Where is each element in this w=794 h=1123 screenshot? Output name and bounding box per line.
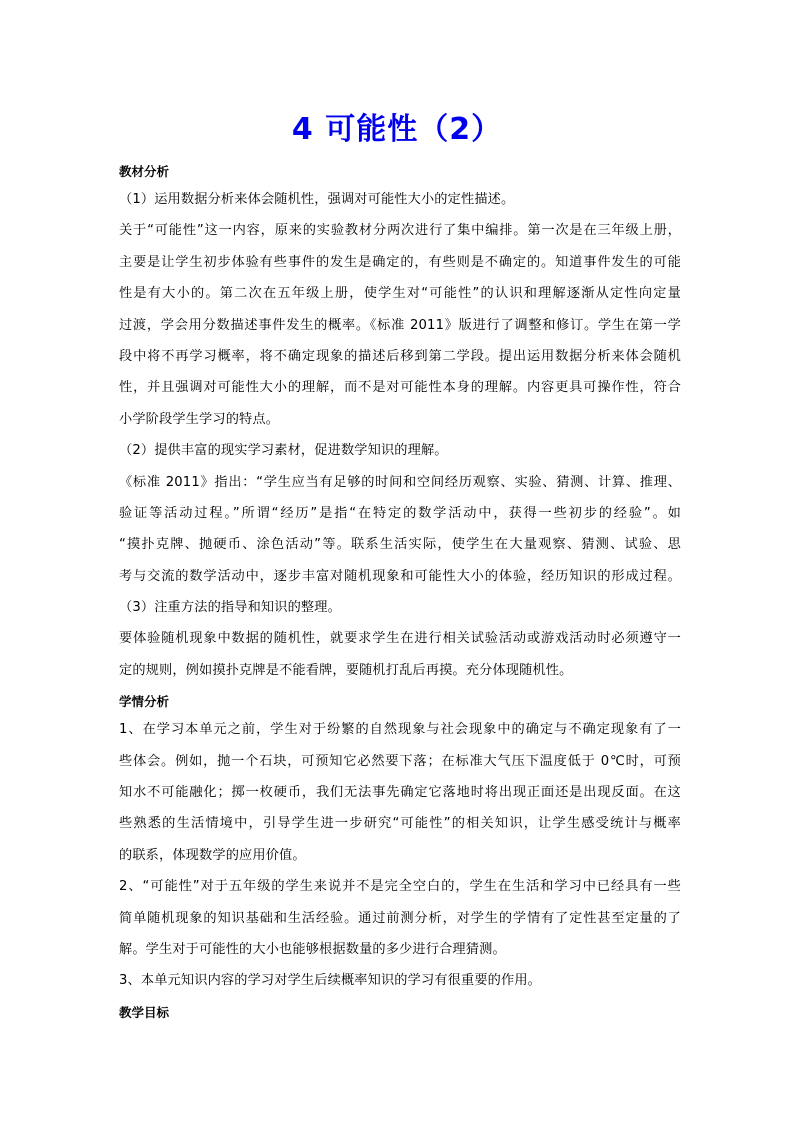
- paragraph-line: 定的规则，例如摸扑克牌是不能看牌，要随机打乱后再摸。充分体现随机性。: [119, 662, 573, 678]
- document-body: [119, 162, 681, 1031]
- paragraph-line: 考与交流的数学活动中，逐步丰富对随机现象和可能性大小的体验，经历知识的形成过程。: [119, 568, 681, 584]
- section-heading-students: 学情分析: [119, 694, 170, 710]
- paragraph-line: （2）提供丰富的现实学习素材，促进数学知识的理解。: [119, 443, 448, 459]
- paragraph-line: 关于“可能性”这一内容，原来的实验教材分两次进行了集中编排。第一次是在三年级上册，: [119, 223, 681, 239]
- paragraph-line: 些体会。例如，抛一个石块，可预知它必然要下落；在标准大气压下温度低于 0℃时，可预: [119, 753, 681, 769]
- paragraph-line: 3、本单元知识内容的学习对学生后续概率知识的学习有很重要的作用。: [119, 973, 541, 989]
- paragraph-line: 解。学生对于可能性的大小也能够根据数量的多少进行合理猜测。: [119, 941, 506, 957]
- paragraph-line: 性是有大小的。第二次在五年级上册，使学生对“可能性”的认识和理解逐渐从定性向定量: [119, 286, 681, 302]
- paragraph-line: 主要是让学生初步体验有些事件的发生是确定的，有些则是不确定的。知道事件发生的可能: [119, 254, 681, 270]
- section-heading-goals: 教学目标: [119, 1004, 170, 1020]
- paragraph-line: 《标准 2011》指出：“学生应当有足够的时间和空间经历观察、实验、猜测、计算、推理、: [119, 474, 681, 490]
- paragraph-line: 要体验随机现象中数据的随机性，就要求学生在进行相关试验活动或游戏活动时必须遵守一: [119, 631, 681, 647]
- paragraph-line: 1、在学习本单元之前，学生对于纷繁的自然现象与社会现象中的确定与不确定现象有了一: [119, 722, 681, 738]
- paragraph-line: 小学阶段学生学习的特点。: [119, 411, 280, 427]
- paragraph-line: 知水不可能融化；掷一枚硬币，我们无法事先确定它落地时将出现正面还是出现反面。在这: [119, 785, 681, 801]
- paragraph-line: 简单随机现象的知识基础和生活经验。通过前测分析，对学生的学情有了定性甚至定量的了: [119, 910, 681, 926]
- paragraph-line: 验证等活动过程。”所谓“经历”是指“在特定的数学活动中，获得一些初步的经验”。如: [119, 505, 681, 521]
- paragraph-line: （1）运用数据分析来体会随机性，强调对可能性大小的定性描述。: [119, 192, 515, 207]
- paragraph-line: （3）注重方法的指导和知识的整理。: [119, 600, 341, 616]
- paragraph-line: 些熟悉的生活情境中，引导学生进一步研究“可能性”的相关知识，让学生感受统计与概率: [119, 816, 681, 832]
- paragraph-line: 性，并且强调对可能性大小的理解，而不是对可能性本身的理解。内容更具可操作性，符合: [119, 380, 681, 396]
- paragraph-line: 段中将不再学习概率，将不确定现象的描述后移到第二学段。提出运用数据分析来体会随机: [119, 348, 681, 364]
- paragraph-line: 过渡，学会用分数描述事件发生的概率。《标准 2011》版进行了调整和修订。学生在第一学: [119, 317, 681, 333]
- section-heading-analysis: 教材分析: [119, 164, 170, 179]
- paragraph-line: 的联系，体现数学的应用价值。: [119, 847, 306, 863]
- paragraph-line: 2、“可能性”对于五年级的学生来说并不是完全空白的，学生在生活和学习中已经具有一些: [119, 879, 681, 895]
- paragraph-line: “摸扑克牌、抛硬币、涂色活动”等。联系生活实际，使学生在大量观察、猜测、试验、思: [119, 537, 681, 553]
- page-title: 4 可能性（2）: [291, 112, 503, 147]
